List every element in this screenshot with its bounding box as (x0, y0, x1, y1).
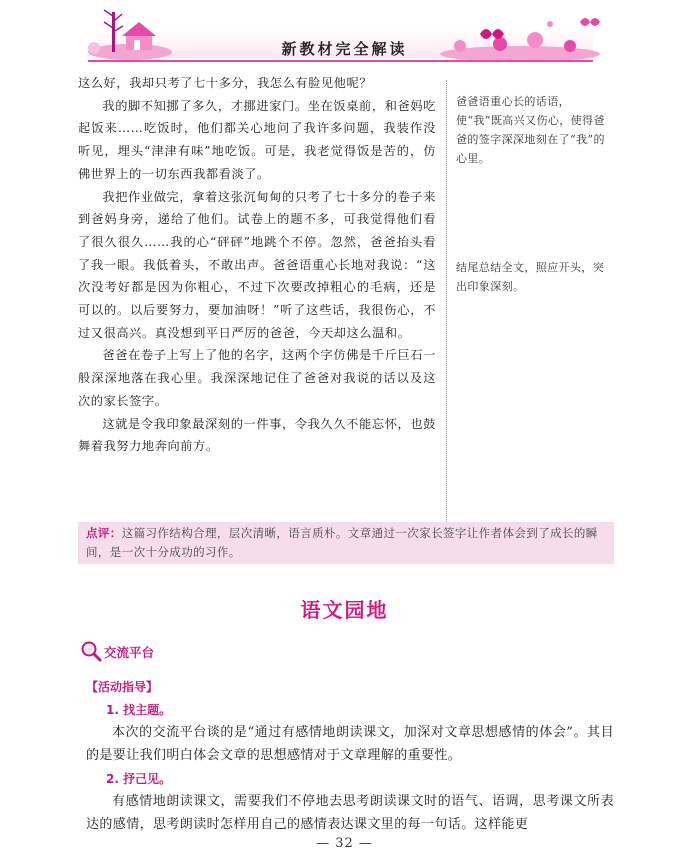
comment-content (86, 524, 608, 562)
essay-paragraph: 我把作业做完，拿着这张沉甸甸的只考了七十多分的卷子来到爸妈身旁，递给了他们。试卷上的题不多，可我觉得他们看了很久很久……我的心“砰砰”地跳个不停。忽然，爸爸抬头看了我一眼。我低着头，不敢出声。爸爸语重心长地对我说：“这次没考好都是因为你粗心，不过下次要改掉粗心的毛病，还是可以的。以后要努力，要加油呀！”听了这些话，我很伤心，不过又很高兴。真没想到平日严厉的爸爸，今天却这么温和。 (78, 189, 436, 340)
essay-body (78, 72, 436, 458)
step-text: 有感情地朗读课文，需要我们不停地去思考朗读课文时的语气、语调，思考课文所表达的感情，思考朗读时怎样用自己的感情表达课文里的每一句话。这样能更 (86, 794, 614, 832)
activity-section (86, 676, 614, 836)
platform-label: 交流平台 (104, 645, 155, 660)
section-title: 语文园地 (300, 598, 389, 622)
essay-paragraph: 爸爸在卷子上写上了他的名字，这两个字仿佛是千斤巨石一般深深地落在我心里。我深深地记住了爸爸对我说的话以及这次的家长签字。 (78, 348, 436, 408)
page-number: — 32 — (316, 836, 373, 851)
comment-text: 这篇习作结构合理，层次清晰，语言质朴。文章通过一次家长签字让作者体会到了成长的瞬间，是一次十分成功的习作。 (86, 526, 598, 559)
magnifier-icon (80, 640, 102, 662)
step-text: 本次的交流平台谈的是“通过有感情地朗读课文，加深对文章思想感情的体会”。其目的是要让我们明白体会文章的思想感情对于文章理解的重要性。 (86, 725, 614, 763)
comment-box (78, 522, 614, 564)
step-title: 2. 抒己见。 (106, 772, 172, 786)
essay-paragraph: 这么好，我却只考了七十多分，我怎么有脸见他呢？ (78, 76, 373, 90)
side-note: 结尾总结全文，照应开头，突出印象深刻。 (456, 261, 605, 293)
essay-paragraph: 我的脚不知挪了多久，才挪进家门。坐在饭桌前，和爸妈吃起饭来……吃饭时，他们都关心地问了我许多问题，我装作没听见，埋头“津津有味”地吃饭。可是，我老觉得饭是苦的，仿佛世界上的一切东西我都看淡了。 (78, 98, 436, 181)
activity-guide-heading: 【活动指导】 (86, 680, 159, 694)
step-title: 1. 找主题。 (106, 703, 172, 717)
side-note: 爸爸语重心长的话语，使“我”既高兴又伤心，使得爸爸的签字深深地刻在了“我”的心里。 (456, 95, 605, 165)
header-title: 新教材完全解读 (281, 40, 408, 58)
platform-heading (80, 640, 220, 664)
header-rule (88, 60, 593, 62)
essay-paragraph: 这就是令我印象最深刻的一件事，令我久久不能忘怀，也鼓舞着我努力地奔向前方。 (78, 416, 436, 454)
comment-label: 点评： (86, 526, 122, 540)
page-header (0, 0, 689, 72)
margin-divider (446, 80, 447, 524)
